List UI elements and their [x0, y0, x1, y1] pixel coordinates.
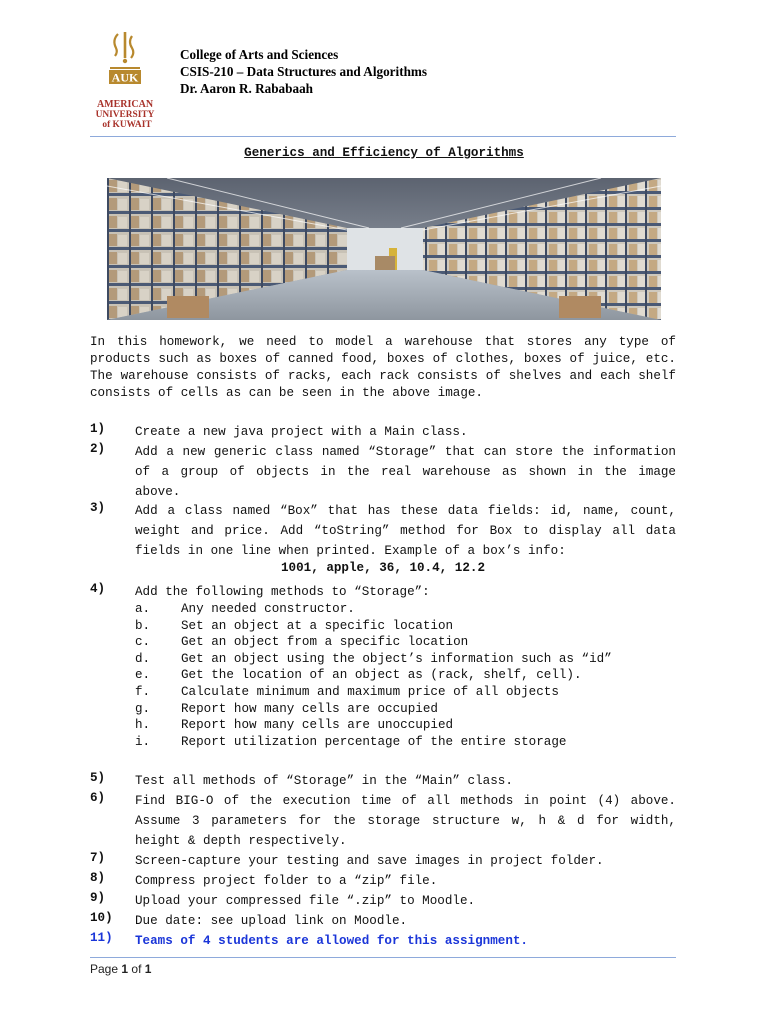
course-name: CSIS-210 – Data Structures and Algorithms [180, 64, 428, 79]
logo-emblem-icon [109, 30, 141, 70]
item-number: 5) [90, 771, 106, 785]
item-text: Test all methods of “Storage” in the “Main” class. [135, 774, 513, 788]
logo-line3: of KUWAIT [102, 120, 152, 130]
item-text: Create a new java project with a Main class. [135, 425, 468, 439]
item-text: Upload your compressed file “.zip” to Moodle. [135, 894, 476, 908]
item-text-highlight: Teams of 4 students are allowed for this assignment. [135, 934, 528, 948]
sublist-item: e. Get the location of an object as (rack, shelf, cell). [135, 668, 582, 683]
item-number: 11) [90, 931, 113, 945]
document-header [180, 46, 427, 97]
sublist-item: b. Set an object at a specific location [135, 618, 454, 633]
method-sublist [135, 601, 676, 750]
college-name: College of Arts and Sciences [180, 47, 339, 62]
sublist-item: h. Report how many cells are unoccupied [135, 718, 454, 733]
item-text: Add the following methods to “Storage”: [135, 585, 430, 599]
item-number: 3) [90, 501, 106, 515]
item-number: 6) [90, 791, 106, 805]
item-number: 8) [90, 871, 106, 885]
item-text: Due date: see upload link on Moodle. [135, 914, 408, 928]
intro-paragraph: In this homework, we need to model a warehouse that stores any type of products such as boxes of canned food, boxes of clothes, boxes of juice, etc. The warehouse consists of racks, each rack consists of shelves and each shelf consists of cells as can be seen in the above image. [90, 335, 684, 400]
logo-letters: AUK [111, 70, 139, 85]
page-number: 1 [121, 962, 129, 976]
item-number: 9) [90, 891, 106, 905]
item-text: Add a new generic class named “Storage” that can store the information of a group of objects in the real warehouse as shown in the image above. [135, 445, 676, 499]
document-title: Generics and Efficiency of Algorithms [244, 146, 524, 160]
item-number: 4) [90, 582, 106, 596]
item-number: 2) [90, 442, 106, 456]
item-number: 1) [90, 422, 106, 436]
item-text: Find BIG-O of the execution time of all methods in point (4) above. Assume 3 parameters for the storage structure w, h & d for width, height & depth respectively. [135, 794, 676, 848]
box-example: 1001, apple, 36, 10.4, 12.2 [280, 561, 486, 575]
item-text: Compress project folder to a “zip” file. [135, 874, 438, 888]
of-word: of [131, 962, 142, 976]
logo-line1: AMERICAN [96, 99, 154, 110]
page-word: Page [90, 962, 119, 976]
sublist-item: g. Report how many cells are occupied [135, 701, 438, 716]
header-rule [90, 136, 676, 137]
item-text: Add a class named “Box” that has these data fields: id, name, count, weight and price. Add “toString” method for Box to display all data fields in one line when printed. Example of a box’s info: [135, 504, 676, 558]
footer-rule [90, 957, 676, 958]
sublist-item: i. Report utilization percentage of the entire storage [135, 734, 567, 749]
logo-line2: UNIVERSITY [95, 110, 155, 120]
item-text: Screen-capture your testing and save images in project folder. [135, 854, 604, 868]
instructor-name: Dr. Aaron R. Rababaah [180, 81, 314, 96]
warehouse-photo [107, 178, 661, 320]
auk-logo [92, 28, 158, 132]
sublist-item: c. Get an object from a specific location [135, 635, 469, 650]
item-number: 7) [90, 851, 106, 865]
item-number: 10) [90, 911, 113, 925]
page-footer [90, 962, 151, 976]
sublist-item: a. Any needed constructor. [135, 602, 355, 616]
sublist-item: d. Get an object using the object’s information such as “id” [135, 651, 612, 666]
page-total: 1 [144, 962, 152, 976]
sublist-item: f. Calculate minimum and maximum price of all objects [135, 684, 559, 699]
